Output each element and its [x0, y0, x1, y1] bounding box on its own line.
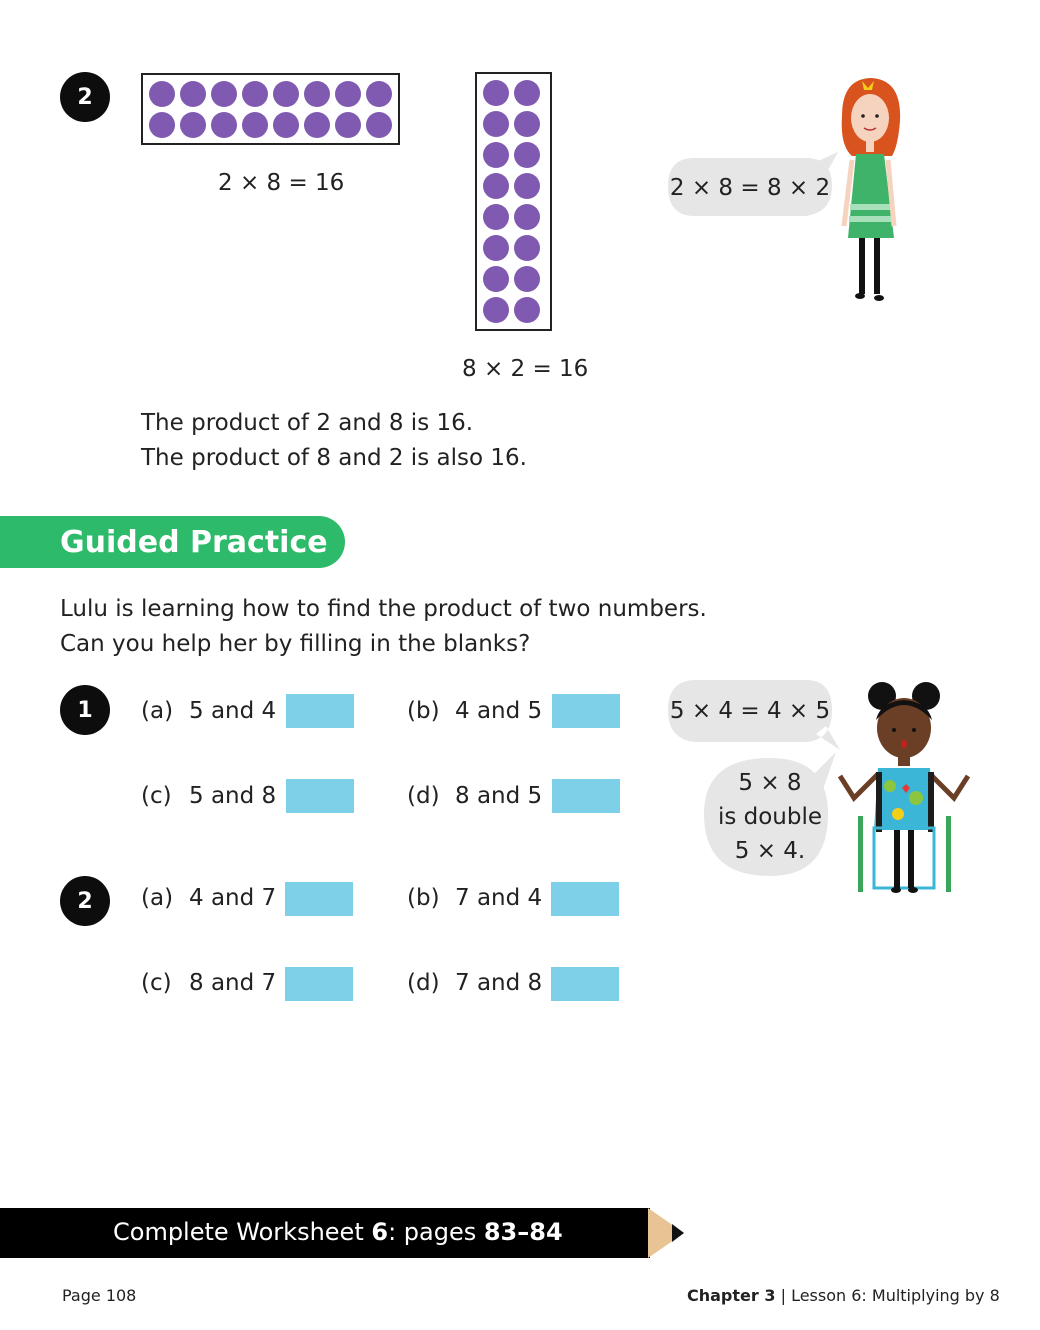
item-text: 7 and 8	[455, 970, 543, 996]
answer-blank-q2c[interactable]	[285, 967, 353, 1001]
item-text: 4 and 7	[189, 885, 277, 911]
girl-illustration	[832, 76, 907, 302]
dot-array-8x2	[475, 72, 552, 331]
answer-blank-q2b[interactable]	[551, 882, 619, 916]
array-dot	[242, 81, 268, 107]
bubble-line: is double	[717, 804, 823, 830]
example-number: 2	[60, 72, 110, 122]
chapter-label: Chapter 3	[687, 1286, 776, 1305]
array-dot	[273, 81, 299, 107]
array-dot	[483, 142, 509, 168]
bubble-line: 5 × 8	[738, 770, 802, 796]
array-dot	[483, 266, 509, 292]
worksheet-text	[113, 1218, 563, 1246]
array-dot	[335, 112, 361, 138]
array-dot	[180, 112, 206, 138]
array-dot	[483, 173, 509, 199]
lulu-bubble-text-2	[704, 766, 836, 868]
bubble-text-top: 2 × 8 = 8 × 2	[669, 175, 831, 201]
worksheet-pages: 83–84	[483, 1218, 563, 1246]
item-label: (b)	[407, 698, 440, 724]
page-number: Page 108	[62, 1286, 137, 1305]
item-label: (d)	[407, 970, 440, 996]
item-text: 4 and 5	[455, 698, 543, 724]
array-dot	[211, 112, 237, 138]
answer-blank-q1b[interactable]	[552, 694, 620, 728]
array-dot	[514, 204, 540, 230]
answer-blank-q1d[interactable]	[552, 779, 620, 813]
array-dot	[514, 80, 540, 106]
question-1-number: 1	[60, 685, 110, 735]
worksheet-number: 6	[371, 1218, 389, 1246]
intro-line-2: Can you help her by filling in the blanks?	[60, 631, 531, 657]
equation-2x8: 2 × 8 = 16	[218, 170, 345, 196]
array-dot	[514, 111, 540, 137]
answer-blank-q2d[interactable]	[551, 967, 619, 1001]
array-dot	[514, 297, 540, 323]
item-label: (c)	[141, 783, 172, 809]
chapter-lesson	[687, 1286, 1000, 1305]
item-label: (b)	[407, 885, 440, 911]
array-dot	[366, 81, 392, 107]
guided-practice-banner	[0, 516, 345, 568]
lulu-illustration	[838, 680, 970, 898]
array-dot	[242, 112, 268, 138]
array-dot	[304, 81, 330, 107]
array-dot	[483, 297, 509, 323]
worksheet-banner	[0, 1208, 650, 1258]
array-dot	[149, 81, 175, 107]
array-dot	[514, 173, 540, 199]
array-dot	[483, 204, 509, 230]
array-dot	[483, 111, 509, 137]
item-text: 8 and 7	[189, 970, 277, 996]
question-2-number: 2	[60, 876, 110, 926]
item-text: 8 and 5	[455, 783, 543, 809]
answer-blank-q1a[interactable]	[286, 694, 354, 728]
footer-separator: |	[780, 1286, 786, 1305]
array-dot	[211, 81, 237, 107]
array-dot	[514, 142, 540, 168]
array-dot	[483, 80, 509, 106]
product-statement-2: The product of 8 and 2 is also 16.	[141, 445, 527, 471]
item-label: (a)	[141, 885, 174, 911]
lesson-label: Lesson 6: Multiplying by 8	[791, 1286, 1000, 1305]
item-label: (d)	[407, 783, 440, 809]
dot-array-2x8	[141, 73, 400, 145]
item-text: 5 and 4	[189, 698, 277, 724]
equation-8x2: 8 × 2 = 16	[462, 356, 589, 382]
array-dot	[514, 235, 540, 261]
array-dot	[335, 81, 361, 107]
worksheet-pre: Complete Worksheet	[113, 1218, 372, 1246]
pencil-tip-icon	[648, 1208, 686, 1258]
item-text: 7 and 4	[455, 885, 543, 911]
array-dot	[304, 112, 330, 138]
array-dot	[366, 112, 392, 138]
guided-practice-title: Guided Practice	[60, 525, 328, 560]
array-dot	[514, 266, 540, 292]
answer-blank-q2a[interactable]	[285, 882, 353, 916]
item-label: (c)	[141, 970, 172, 996]
answer-blank-q1c[interactable]	[286, 779, 354, 813]
product-statement-1: The product of 2 and 8 is 16.	[141, 410, 474, 436]
intro-line-1: Lulu is learning how to find the product of two numbers.	[60, 596, 707, 622]
worksheet-mid: : pages	[388, 1218, 484, 1246]
array-dot	[180, 81, 206, 107]
array-dot	[273, 112, 299, 138]
bubble-line: 5 × 4.	[734, 838, 806, 864]
array-dot	[149, 112, 175, 138]
array-dot	[483, 235, 509, 261]
lulu-bubble-text-1: 5 × 4 = 4 × 5	[669, 698, 831, 724]
item-label: (a)	[141, 698, 174, 724]
item-text: 5 and 8	[189, 783, 277, 809]
